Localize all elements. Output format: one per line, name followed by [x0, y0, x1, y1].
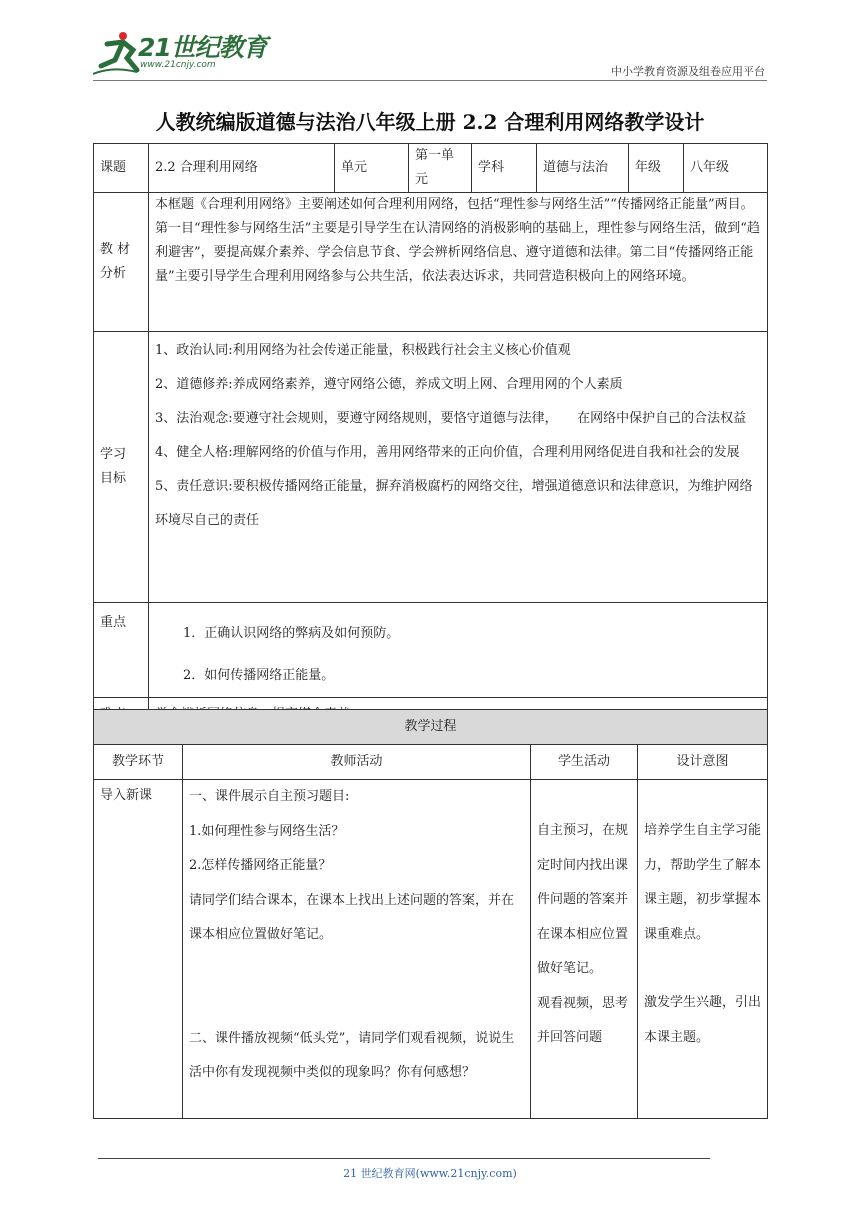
- footer-divider: [98, 1158, 710, 1159]
- platform-name: 中小学教育资源及组卷应用平台: [611, 65, 765, 78]
- key-points-list: [149, 603, 768, 698]
- process-title: 教学过程: [94, 710, 768, 745]
- unit-value: 第一单元: [409, 144, 472, 193]
- objectives-row: [94, 332, 768, 603]
- analysis-text: 本框题《合理利用网络》主要阐述如何合理利用网络，包括“理性参与网络生活”“传播网络正能量”两目。第一目“理性参与网络生活”主要是引导学生在认清网络的消极影响的基础上，理性参与网络生活，做到“趋利避害”，要提高媒介素养、学会信息节食、学会辨析网络信息、遵守道德和法律。第二目“传播网络正能量”主要引导学生合理利用网络参与公共生活，依法表达诉求，共同营造积极向上的网络环境。: [149, 193, 768, 332]
- subject-value: 道德与法治: [537, 144, 629, 193]
- objectives-label: 学习 目标: [94, 332, 149, 603]
- footer-link[interactable]: 21 世纪教育网(www.21cnjy.com): [343, 1167, 517, 1180]
- stage-name: 导入新课: [94, 780, 183, 1119]
- objective-item: 4、健全人格:理解网络的价值与作用，善用网络带来的正向价值，合理利用网络促进自我和社会的发展: [155, 445, 740, 460]
- document-title: 人教统编版道德与法治八年级上册 2.2 合理利用网络教学设计: [155, 110, 705, 134]
- process-title-row: [94, 710, 768, 745]
- page-header: [0, 0, 860, 90]
- objectives-list: [149, 332, 768, 603]
- objective-item: 2、道德修养:养成网络素养，遵守网络公德，养成文明上网、合理用网的个人素质: [155, 377, 623, 392]
- student-activity: 自主预习，在规定时间内找出课件问题的答案并在课本相应位置做好笔记。 观看视频，思考并回答问题: [531, 780, 638, 1119]
- logo-text: 21世纪教育: [138, 33, 267, 62]
- objective-item: 5、责任意识:要积极传播网络正能量，摒弃消极腐朽的网络交往，增强道德意识和法律意识，为维护网络环境尽自己的责任: [155, 479, 753, 528]
- key-point-item: 1．正确认识网络的弊病及如何预防。: [183, 626, 400, 641]
- lesson-info-table: [93, 143, 768, 733]
- design-intent: 培养学生自主学习能力，帮助学生了解本课主题，初步掌握本课重难点。 激发学生兴趣，引出本课主题。: [638, 780, 768, 1119]
- objective-item: 3、法治观念:要遵守社会规则，要遵守网络规则，要恪守道德与法律， 在网络中保护自己的合法权益: [155, 411, 747, 426]
- process-header-row: [94, 745, 768, 780]
- key-points-label: 重点: [94, 603, 149, 698]
- subject-label: 学科: [472, 144, 537, 193]
- column-header: 教师活动: [183, 745, 531, 780]
- key-points-row: [94, 603, 768, 698]
- key-point-item: 2．如何传播网络正能量。: [183, 668, 335, 683]
- header-divider: [93, 80, 767, 81]
- grade-label: 年级: [629, 144, 684, 193]
- column-header: 设计意图: [638, 745, 768, 780]
- logo-url: www.21cnjy.com: [140, 60, 216, 70]
- topic-label: 课题: [94, 144, 149, 193]
- info-row: [94, 144, 768, 193]
- grade-value: 八年级: [684, 144, 768, 193]
- analysis-row: [94, 193, 768, 332]
- column-header: 学生活动: [531, 745, 638, 780]
- column-header: 教学环节: [94, 745, 183, 780]
- teacher-activity: 一、课件展示自主预习题目: 1.如何理性参与网络生活？ 2.怎样传播网络正能量？ 请同学们结合课本，在课本上找出上述问题的答案，并在课本相应位置做好笔记。 二、课件播放视频“低头党”，请同学们观看视频，说说生活中你有发现视频中类似的现象吗？你有何感想？: [183, 780, 531, 1119]
- analysis-label: 教 材 分析: [94, 193, 149, 332]
- objective-item: 1、政治认同:利用网络为社会传递正能量，积极践行社会主义核心价值观: [155, 343, 571, 358]
- teaching-process-table: [93, 709, 768, 1119]
- unit-label: 单元: [335, 144, 409, 193]
- topic-value: 2.2 合理利用网络: [149, 144, 335, 193]
- process-row: [94, 780, 768, 1119]
